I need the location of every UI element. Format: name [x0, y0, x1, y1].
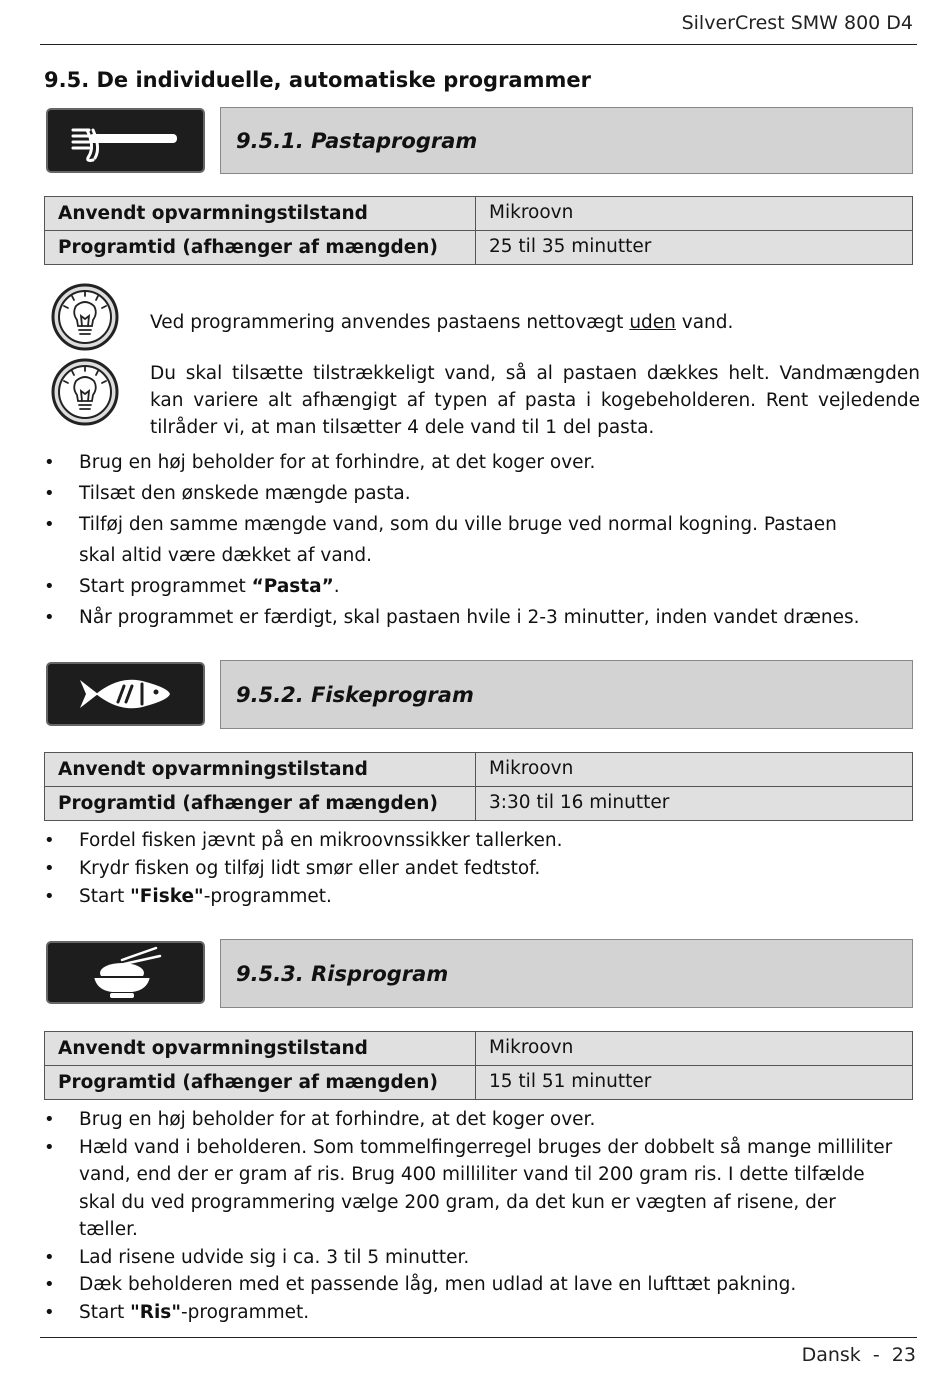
tip-text: vand. [675, 312, 734, 333]
table-row [45, 753, 913, 787]
list-item [44, 571, 919, 602]
table-key: Anvendt opvarmningstilstand [45, 197, 476, 231]
tip-text: Ved programmering anvendes pastaens nettovægt [150, 312, 630, 333]
list-item [44, 883, 919, 911]
list-text: Start [79, 886, 131, 907]
list-text: -programmet. [180, 1301, 310, 1323]
table-key: Programtid (afhænger af mængden) [45, 231, 476, 265]
fish-icon [46, 662, 205, 726]
lightbulb-tip-icon [50, 282, 120, 352]
table-value: Mikroovn [476, 753, 913, 787]
list-item: • Når programmet er færdigt, skal pastaen hvile i 2-3 minutter, inden vandet drænes. [44, 602, 919, 633]
lightbulb-tip-icon [50, 357, 120, 427]
list-item: • Tilføj den samme mængde vand, som du ville bruge ved normal kogning. Pastaen skal altid være dækket af vand. [44, 509, 919, 571]
table-row [45, 197, 913, 231]
table-key: Programtid (afhænger af mængden) [45, 1066, 476, 1100]
table-value: Mikroovn [476, 1032, 913, 1066]
fish-title-text: 9.5.2. Fiskeprogram [236, 682, 474, 707]
list-item: • Brug en høj beholder for at forhindre, at det koger over. [44, 1106, 919, 1134]
program-name: "Ris" [130, 1301, 181, 1323]
page-footer: Dansk - 23 [801, 1344, 916, 1366]
list-item: • Fordel fisken jævnt på en mikroovnssikker tallerken. [44, 827, 919, 855]
fish-info-table [44, 752, 913, 821]
table-row [45, 787, 913, 821]
list-item: • Brug en høj beholder for at forhindre, at det koger over. [44, 447, 919, 478]
list-item: • Krydr fisken og tilføj lidt smør eller andet fedtstof. [44, 855, 919, 883]
rice-steps-list [44, 1106, 919, 1326]
section-title: 9.5. De individuelle, automatiske programmer [44, 68, 591, 92]
list-item: • Lad risene udvide sig i ca. 3 til 5 minutter. [44, 1244, 919, 1272]
list-item: • Dæk beholderen med et passende låg, men udlad at lave en lufttæt pakning. [44, 1271, 919, 1299]
list-item: • Tilsæt den ønskede mængde pasta. [44, 478, 919, 509]
header-title: SilverCrest SMW 800 D4 [681, 12, 913, 34]
list-text: -programmet. [203, 886, 332, 907]
table-value: Mikroovn [476, 197, 913, 231]
table-key: Anvendt opvarmningstilstand [45, 753, 476, 787]
tip-underline: uden [629, 312, 676, 333]
table-row [45, 1066, 913, 1100]
table-row [45, 231, 913, 265]
table-value: 15 til 51 minutter [476, 1066, 913, 1100]
pasta-tip-2: Du skal tilsætte tilstrækkeligt vand, så al pastaen dækkes helt. Vandmængden kan variere alt afhængigt af typen af pasta i kogebeholderen. Rent vejledende tilråder vi, at man tilsætter 4 dele vand til 1 del pasta. [150, 363, 920, 438]
table-value: 25 til 35 minutter [476, 231, 913, 265]
header-rule [40, 44, 917, 45]
list-text: Start programmet [79, 576, 252, 597]
footer-rule [40, 1337, 917, 1338]
pasta-info-table [44, 196, 913, 265]
table-key: Anvendt opvarmningstilstand [45, 1032, 476, 1066]
rice-bowl-icon [46, 941, 205, 1004]
fish-steps-list [44, 827, 919, 911]
pasta-tip-1 [150, 309, 920, 336]
rice-section-title [220, 939, 913, 1008]
list-text: . [333, 576, 340, 597]
fish-section-title [220, 660, 913, 729]
table-value: 3:30 til 16 minutter [476, 787, 913, 821]
rice-title-text: 9.5.3. Risprogram [236, 961, 449, 986]
pasta-steps-list [44, 447, 919, 633]
table-row [45, 1032, 913, 1066]
list-item [44, 1299, 919, 1327]
list-item: • Hæld vand i beholderen. Som tommelfingerregel bruges der dobbelt så mange milliliter vand, end der er gram af ris. Brug 400 milliliter vand til 200 gram ris. I dette tilfælde skal du ved programmering vælge 200 gram, da det kun er vægten af risene, der tæller. [44, 1134, 919, 1244]
list-text: Start [79, 1301, 131, 1323]
pasta-title-text: 9.5.1. Pastaprogram [236, 128, 478, 153]
pasta-fork-icon [46, 108, 205, 173]
program-name: “Pasta” [251, 576, 334, 597]
pasta-section-title [220, 107, 913, 174]
program-name: "Fiske" [130, 886, 204, 907]
rice-info-table [44, 1031, 913, 1100]
table-key: Programtid (afhænger af mængden) [45, 787, 476, 821]
